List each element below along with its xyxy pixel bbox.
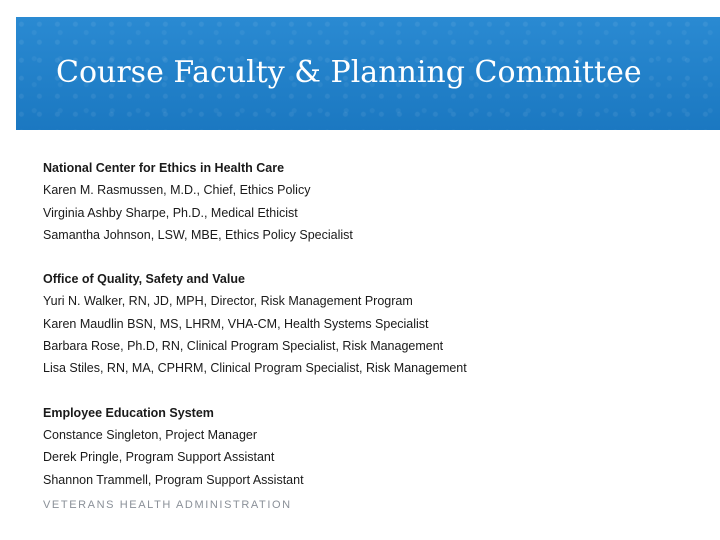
section-employee-education xyxy=(43,402,703,491)
member-line: Lisa Stiles, RN, MA, CPHRM, Clinical Program Specialist, Risk Management xyxy=(43,361,467,376)
member-line: Shannon Trammell, Program Support Assistant xyxy=(43,472,304,487)
slide-title: Course Faculty & Planning Committee xyxy=(56,55,642,90)
member-line: Derek Pringle, Program Support Assistant xyxy=(43,450,275,465)
member-line: Yuri N. Walker, RN, JD, MPH, Director, Risk Management Program xyxy=(43,294,413,309)
title-banner xyxy=(16,17,720,130)
section-heading: Office of Quality, Safety and Value xyxy=(43,272,245,287)
member-line: Samantha Johnson, LSW, MBE, Ethics Policy Specialist xyxy=(43,227,353,242)
member-line: Virginia Ashby Sharpe, Ph.D., Medical Ethicist xyxy=(43,205,298,220)
member-line: Karen M. Rasmussen, M.D., Chief, Ethics Policy xyxy=(43,183,311,198)
member-line: Barbara Rose, Ph.D, RN, Clinical Program Specialist, Risk Management xyxy=(43,339,444,354)
faculty-list xyxy=(43,157,703,513)
section-quality-safety-value xyxy=(43,268,703,379)
member-line: Karen Maudlin BSN, MS, LHRM, VHA-CM, Health Systems Specialist xyxy=(43,316,429,331)
section-ethics-center xyxy=(43,157,703,246)
section-heading: Employee Education System xyxy=(43,405,214,420)
section-heading: National Center for Ethics in Health Care xyxy=(43,161,285,175)
member-line: Constance Singleton, Project Manager xyxy=(43,427,258,442)
footer-organization: VETERANS HEALTH ADMINISTRATION xyxy=(43,499,292,511)
